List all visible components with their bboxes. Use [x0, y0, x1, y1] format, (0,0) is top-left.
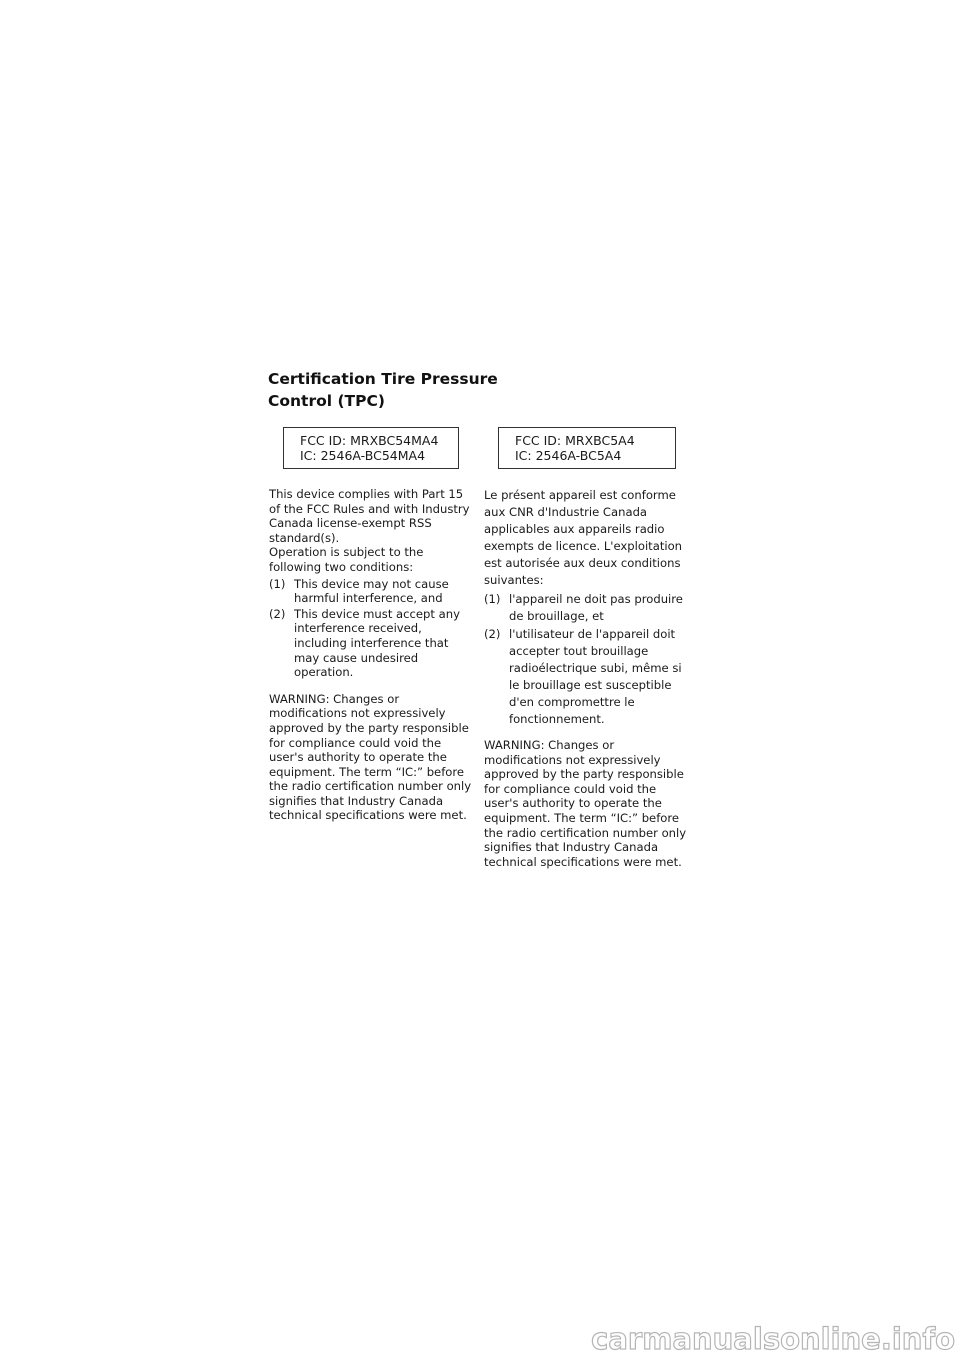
list-item-number: (1): [269, 576, 286, 591]
list-item: [484, 591, 694, 625]
list-item-text: This device may not cause harmful interference, and: [294, 576, 449, 606]
french-conditions-list: [484, 591, 694, 728]
french-column-warning: WARNING: Changes or modifications not expressively approved by the party responsible for compliance could void the user's authority to operate the equipment. The term “IC:” before the radio certification number only signifies that Industry Canada technical specifications were met.: [484, 738, 687, 869]
french-intro: Le présent appareil est conforme aux CNR d'Industrie Canada applicables aux appareils radio exempts de licence. L'exploitation est autorisée aux deux conditions suivantes:: [484, 488, 683, 587]
left-ic-id: IC: 2546A-BC54MA4: [300, 448, 426, 463]
title-line-2: Control (TPC): [268, 392, 385, 410]
list-item-number: (2): [484, 627, 501, 641]
english-conditions-list: [269, 577, 477, 680]
right-fcc-id: FCC ID: MRXBC5A4: [515, 433, 635, 448]
list-item: [269, 607, 477, 680]
english-intro: This device complies with Part 15 of the FCC Rules and with Industry Canada license-exempt RSS standard(s).: [269, 487, 470, 545]
english-operation: Operation is subject to the following two conditions:: [269, 545, 424, 574]
page-title: [268, 368, 498, 412]
left-id-box: [283, 427, 459, 469]
title-line-1: Certification Tire Pressure: [268, 370, 498, 388]
watermark-logo: [560, 1318, 960, 1357]
list-item-text: l'utilisateur de l'appareil doit accepter tout brouillage radioélectrique subi, même si le brouillage est susceptible d'en compromettre le fonctionnement.: [509, 627, 682, 726]
english-column: [269, 487, 477, 823]
right-id-box: [498, 427, 676, 469]
french-column: [484, 487, 694, 869]
list-item: [269, 577, 477, 606]
list-item: [484, 626, 694, 728]
english-warning: WARNING: Changes or modifications not expressively approved by the party responsible for compliance could void the user's authority to operate the equipment. The term “IC:” before the radio certification number only signifies that Industry Canada technical specifications were met.: [269, 691, 472, 823]
list-item-text: l'appareil ne doit pas produire de brouillage, et: [509, 592, 683, 623]
list-item-text: This device must accept any interference received, including interference that may cause undesired operation.: [294, 606, 460, 680]
left-fcc-id: FCC ID: MRXBC54MA4: [300, 433, 439, 448]
list-item-number: (1): [484, 592, 501, 606]
right-ic-id: IC: 2546A-BC5A4: [515, 448, 622, 463]
watermark-text: carmanualsonline.info: [591, 1322, 955, 1356]
list-item-number: (2): [269, 606, 286, 621]
